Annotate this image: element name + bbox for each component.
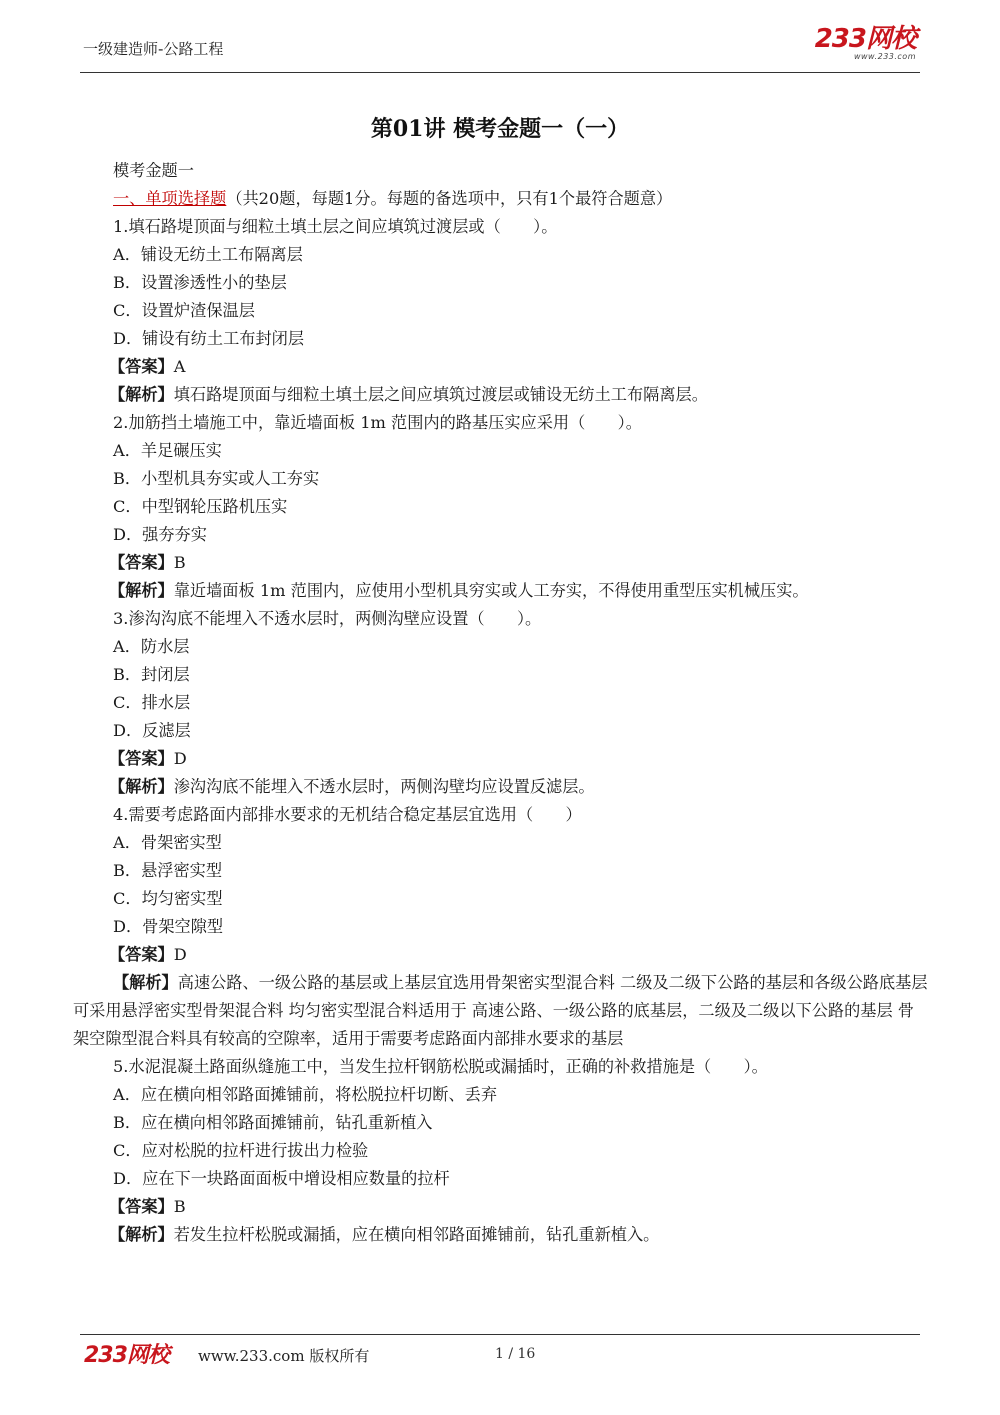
question-option: D．应在下一块路面面板中增设相应数量的拉杆 xyxy=(113,1169,450,1188)
question-option: A．羊足碾压实 xyxy=(113,441,222,460)
question-option: C．排水层 xyxy=(113,693,191,712)
answer-line xyxy=(109,353,928,381)
question-option: D．强夯夯实 xyxy=(113,525,207,544)
logo-brand-text: 233网校 xyxy=(814,24,916,54)
answer-tag: 【答案】 xyxy=(109,357,174,376)
answer-value: A xyxy=(173,357,186,376)
brand-logo xyxy=(815,26,916,61)
section-type-link[interactable]: 一、单项选择题 xyxy=(113,189,227,208)
analysis-text: 靠近墙面板 1m 范围内，应使用小型机具穷实或人工夯实，不得使用重型压实机械压实。 xyxy=(173,581,809,600)
footer-logo: 233网校 xyxy=(84,1343,169,1368)
question-option: B．应在横向相邻路面摊铺前，钻孔重新植入 xyxy=(113,1113,433,1132)
answer-line xyxy=(109,1193,928,1221)
question-stem: 5.水泥混凝土路面纵缝施工中，当发生拉杆钢筋松脱或漏插时，正确的补救措施是（ ）。 xyxy=(113,1057,768,1076)
footer-copyright: www.233.com 版权所有 xyxy=(198,1347,370,1365)
analysis-line xyxy=(73,969,928,1053)
document-body xyxy=(73,157,928,1249)
answer-value: B xyxy=(173,1197,186,1216)
analysis-line xyxy=(109,773,928,801)
analysis-line xyxy=(109,1221,928,1249)
question-stem: 2.加筋挡土墙施工中，靠近墙面板 1m 范围内的路基压实应采用（ ）。 xyxy=(113,413,642,432)
answer-value: D xyxy=(173,945,187,964)
analysis-text: 高速公路、一级公路的基层或上基层宜选用骨架密实型混合料 二级及二级下公路的基层和各级公路底基层可采用悬浮密实型骨架混合料 均匀密实型混合料适用于 高速公路、一级公路的底基层，二级及二级以下公路的基层 骨架空隙型混合料具有较高的空隙率，适用于需要考虑路面内部排水要求的基层 xyxy=(73,973,928,1048)
analysis-tag: 【解析】 xyxy=(109,581,174,600)
analysis-text: 若发生拉杆松脱或漏插，应在横向相邻路面摊铺前，钻孔重新植入。 xyxy=(173,1225,660,1244)
answer-line xyxy=(109,941,928,969)
analysis-tag: 【解析】 xyxy=(113,973,178,992)
analysis-tag: 【解析】 xyxy=(109,777,174,796)
page-title: 第01讲 模考金题一（一） xyxy=(370,116,630,142)
question-option: D．反滤层 xyxy=(113,721,191,740)
answer-line xyxy=(109,745,928,773)
question-option: C．设置炉渣保温层 xyxy=(113,301,255,320)
section-name: 模考金题一 xyxy=(113,161,194,180)
question-stem: 1.填石路堤顶面与细粒土填土层之间应填筑过渡层或（ ）。 xyxy=(113,217,558,236)
section-type-desc: （共20题，每题1分。每题的备选项中，只有1个最符合题意） xyxy=(226,189,673,208)
page-header xyxy=(80,0,920,73)
question-option: D．铺设有纺土工布封闭层 xyxy=(113,329,305,348)
question-option: C．应对松脱的拉杆进行拔出力检验 xyxy=(113,1141,369,1160)
logo-url-text: www.233.com xyxy=(853,52,916,61)
answer-value: D xyxy=(173,749,187,768)
page-footer xyxy=(80,1334,920,1375)
answer-tag: 【答案】 xyxy=(109,749,174,768)
analysis-text: 填石路堤顶面与细粒土填土层之间应填筑过渡层或铺设无纺土工布隔离层。 xyxy=(173,385,708,404)
question-stem: 4.需要考虑路面内部排水要求的无机结合稳定基层宜选用（ ） xyxy=(113,805,582,824)
question-option: D．骨架空隙型 xyxy=(113,917,224,936)
analysis-line xyxy=(109,381,928,409)
answer-tag: 【答案】 xyxy=(109,553,174,572)
question-option: A．防水层 xyxy=(113,637,190,656)
question-option: C．中型钢轮压路机压实 xyxy=(113,497,288,516)
page-number: 1 / 16 xyxy=(495,1346,536,1362)
question-option: B．封闭层 xyxy=(113,665,190,684)
analysis-tag: 【解析】 xyxy=(109,1225,174,1244)
analysis-tag: 【解析】 xyxy=(109,385,174,404)
analysis-text: 渗沟沟底不能埋入不透水层时，两侧沟壁均应设置反滤层。 xyxy=(173,777,595,796)
question-option: B．悬浮密实型 xyxy=(113,861,223,880)
question-option: B．小型机具夯实或人工夯实 xyxy=(113,469,320,488)
answer-tag: 【答案】 xyxy=(109,1197,174,1216)
answer-value: B xyxy=(173,553,186,572)
answer-line xyxy=(109,549,928,577)
answer-tag: 【答案】 xyxy=(109,945,174,964)
question-stem: 3.渗沟沟底不能埋入不透水层时，两侧沟壁应设置（ ）。 xyxy=(113,609,542,628)
question-option: A．骨架密实型 xyxy=(113,833,222,852)
question-option: C．均匀密实型 xyxy=(113,889,223,908)
question-option: A．应在横向相邻路面摊铺前，将松脱拉杆切断、丢弃 xyxy=(113,1085,498,1104)
analysis-line xyxy=(109,577,928,605)
question-option: A．铺设无纺土工布隔离层 xyxy=(113,245,303,264)
question-option: B．设置渗透性小的垫层 xyxy=(113,273,287,292)
section-type xyxy=(113,185,928,213)
header-subject: 一级建造师-公路工程 xyxy=(83,40,224,58)
